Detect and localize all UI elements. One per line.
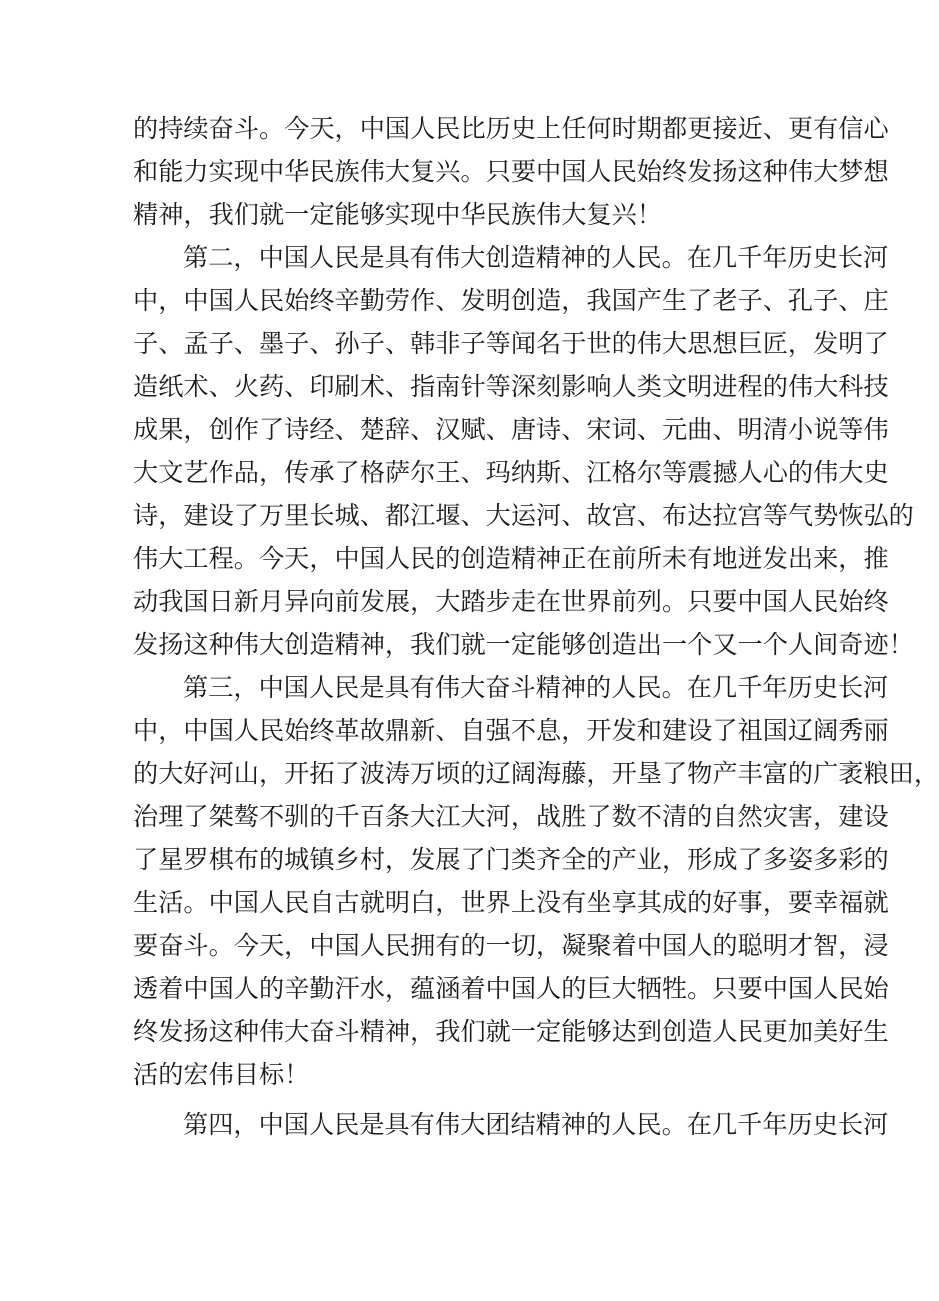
- text-line: 终发扬这种伟大奋斗精神，我们就一定能够达到创造人民更加美好生: [133, 1017, 889, 1046]
- text-line: 要奋斗。今天，中国人民拥有的一切，凝聚着中国人的聪明才智，浸: [133, 931, 889, 960]
- text-line: 的大好河山，开拓了波涛万顷的辽阔海藤，开垦了物产丰富的广袤粮田，: [133, 759, 939, 788]
- text-line: 了星罗棋布的城镇乡村，发展了门类齐全的产业，形成了多姿多彩的: [133, 845, 889, 874]
- text-line: 活的宏伟目标！: [133, 1060, 310, 1089]
- text-line: 诗，建设了万里长城、都江堰、大运河、故宫、布达拉宫等气势恢弘的: [133, 501, 914, 530]
- text-line: 精神，我们就一定能够实现中华民族伟大复兴！: [133, 200, 662, 229]
- paragraph-first-line: 第三，中国人民是具有伟大奋斗精神的人民。在几千年历史长河: [183, 673, 889, 702]
- text-line: 子、孟子、墨子、孙子、韩非子等闻名于世的伟大思想巨匠，发明了: [133, 329, 889, 358]
- text-line: 动我国日新月异向前发展，大踏步走在世界前列。只要中国人民始终: [133, 587, 889, 616]
- text-line: 治理了桀骜不驯的千百条大江大河，战胜了数不清的自然灾害，建设: [133, 802, 889, 831]
- text-line: 发扬这种伟大创造精神，我们就一定能够创造出一个又一个人间奇迹！: [133, 630, 914, 659]
- text-line: 造纸术、火药、印刷术、指南针等深刻影响人类文明进程的伟大科技: [133, 372, 889, 401]
- text-line: 和能力实现中华民族伟大复兴。只要中国人民始终发扬这种伟大梦想: [133, 157, 889, 186]
- text-line: 伟大工程。今天，中国人民的创造精神正在前所未有地迸发出来，推: [133, 544, 889, 573]
- text-line: 大文艺作品，传承了格萨尔王、玛纳斯、江格尔等震撼人心的伟大史: [133, 458, 889, 487]
- text-line: 生活。中国人民自古就明白，世界上没有坐享其成的好事，要幸福就: [133, 888, 889, 917]
- text-line: 的持续奋斗。今天，中国人民比历史上任何时期都更接近、更有信心: [133, 114, 889, 143]
- text-line: 中，中国人民始终辛勤劳作、发明创造，我国产生了老子、孔子、庄: [133, 286, 889, 315]
- paragraph-first-line: 第二，中国人民是具有伟大创造精神的人民。在几千年历史长河: [183, 243, 889, 272]
- text-line: 成果，创作了诗经、楚辞、汉赋、唐诗、宋词、元曲、明清小说等伟: [133, 415, 889, 444]
- text-line: 透着中国人的辛勤汗水，蕴涵着中国人的巨大牺牲。只要中国人民始: [133, 974, 889, 1003]
- text-line: 中，中国人民始终革故鼎新、自强不息，开发和建设了祖国辽阔秀丽: [133, 716, 889, 745]
- paragraph-first-line: 第四，中国人民是具有伟大团结精神的人民。在几千年历史长河: [183, 1110, 889, 1139]
